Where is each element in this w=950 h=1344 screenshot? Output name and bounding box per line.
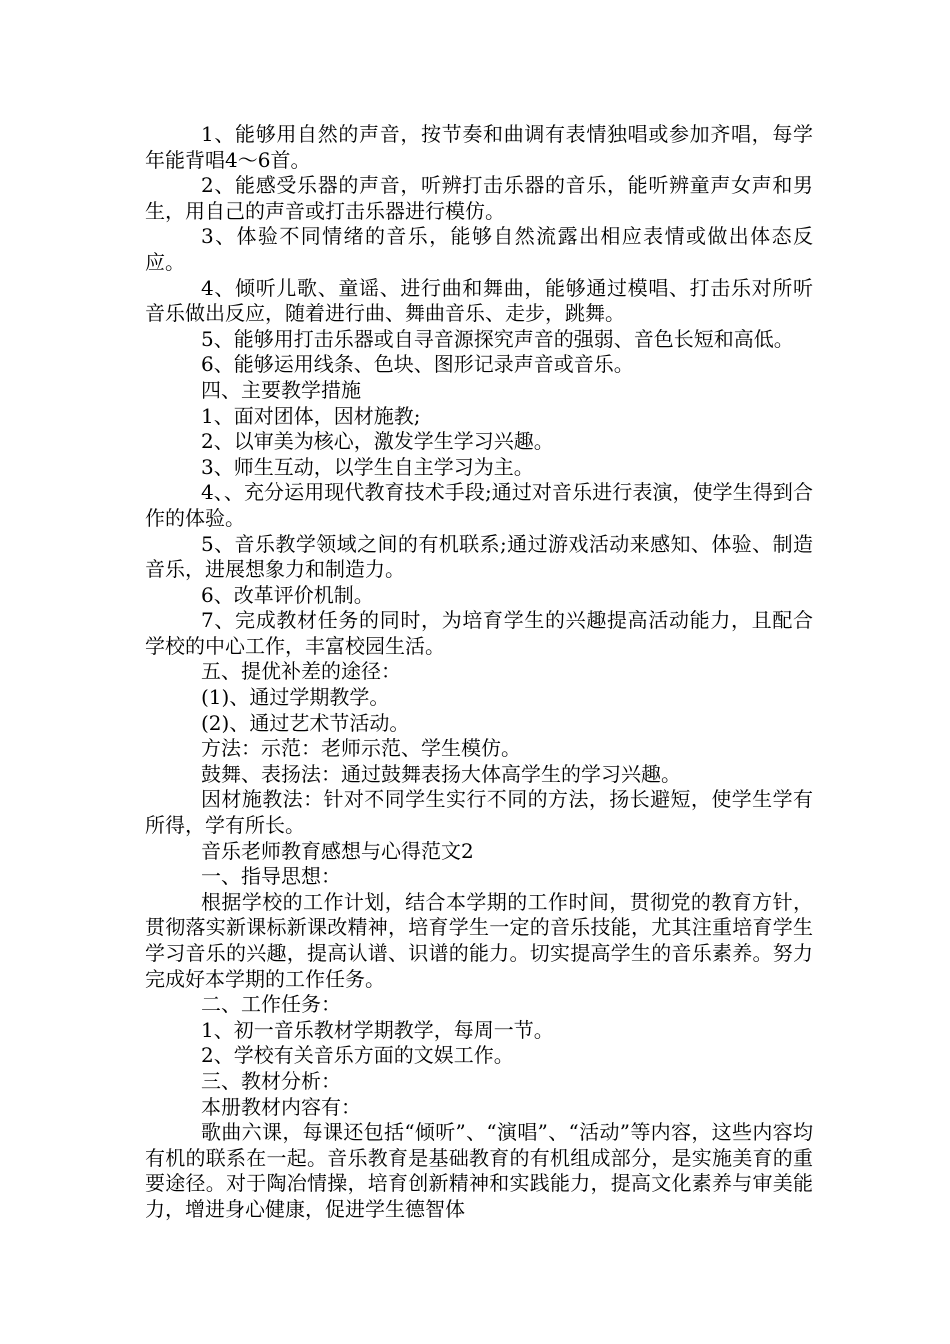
paragraph: 因材施教法：针对不同学生实行不同的方法，扬长避短，使学生学有所得，学有所长。: [145, 787, 813, 838]
paragraph: 鼓舞、表扬法：通过鼓舞表扬大体高学生的学习兴趣。: [201, 761, 681, 786]
paragraph: (1)、通过学期教学。: [201, 685, 390, 710]
section-heading: 四、主要教学措施: [201, 377, 361, 402]
paragraph: 2、学校有关音乐方面的文娱工作。: [201, 1043, 514, 1068]
section-heading: 二、工作任务：: [201, 992, 341, 1017]
section-heading: 三、教材分析：: [201, 1068, 341, 1093]
paragraph: 6、能够运用线条、色块、图形记录声音或音乐。: [201, 352, 634, 377]
paragraph: 3、师生互动，以学生自主学习为主。: [201, 454, 534, 479]
paragraph: 本册教材内容有：: [201, 1094, 361, 1119]
paragraph: 5、音乐教学领域之间的有机联系;通过游戏活动来感知、体验、制造音乐，进展想象力和制造力。: [145, 531, 813, 582]
paragraph: 歌曲六课，每课还包括“倾听”、“演唱”、“活动”等内容，这些内容均有机的联系在一起。音乐教育是基础教育的有机组成部分，是实施美育的重要途径。对于陶冶情操，培育创新精神和实践能力，提高文化素养与审美能力，增进身心健康，促进学生德智体: [145, 1120, 813, 1221]
document-body: [145, 122, 813, 1223]
section-heading: 一、指导思想：: [201, 864, 341, 889]
paragraph: 2、能感受乐器的声音，听辨打击乐器的音乐，能听辨童声女声和男生，用自己的声音或打击乐器进行模仿。: [145, 173, 813, 223]
paragraph: 7、完成教材任务的同时，为培育学生的兴趣提高活动能力，且配合学校的中心工作，丰富校园生活。: [145, 608, 813, 658]
paragraph: 4、倾听儿歌、童谣、进行曲和舞曲，能够通过模唱、打击乐对所听音乐做出反应，随着进行曲、舞曲音乐、走步，跳舞。: [145, 275, 813, 326]
section-heading: 五、提优补差的途径：: [201, 659, 401, 684]
paragraph: 方法：示范：老师示范、学生模仿。: [201, 736, 521, 761]
paragraph: 1、面对团体，因材施教;: [201, 403, 421, 428]
paragraph: 1、初一音乐教材学期教学，每周一节。: [201, 1017, 554, 1042]
paragraph: 2、以审美为核心，激发学生学习兴趣。: [201, 429, 554, 454]
paragraph: 4、、充分运用现代教育技术手段;通过对音乐进行表演，使学生得到合作的体验。: [145, 480, 813, 530]
paragraph: 3、体验不同情绪的音乐，能够自然流露出相应表情或做出体态反应。: [145, 224, 813, 274]
paragraph: 6、改革评价机制。: [201, 582, 374, 607]
paragraph: 1、能够用自然的声音，按节奏和曲调有表情独唱或参加齐唱，每学年能背唱4～6首。: [145, 122, 813, 172]
paragraph: 根据学校的工作计划，结合本学期的工作时间，贯彻党的教育方针，贯彻落实新课标新课改精神，培育学生一定的音乐技能，尤其注重培育学生学习音乐的兴趣，提高认谱、识谱的能力。切实提高学生的音乐素养。努力完成好本学期的工作任务。: [145, 889, 813, 991]
paragraph: 5、能够用打击乐器或自寻音源探究声音的强弱、音色长短和高低。: [201, 326, 794, 351]
article-title: 音乐老师教育感想与心得范文2: [201, 838, 474, 863]
paragraph: (2)、通过艺术节活动。: [201, 710, 410, 735]
